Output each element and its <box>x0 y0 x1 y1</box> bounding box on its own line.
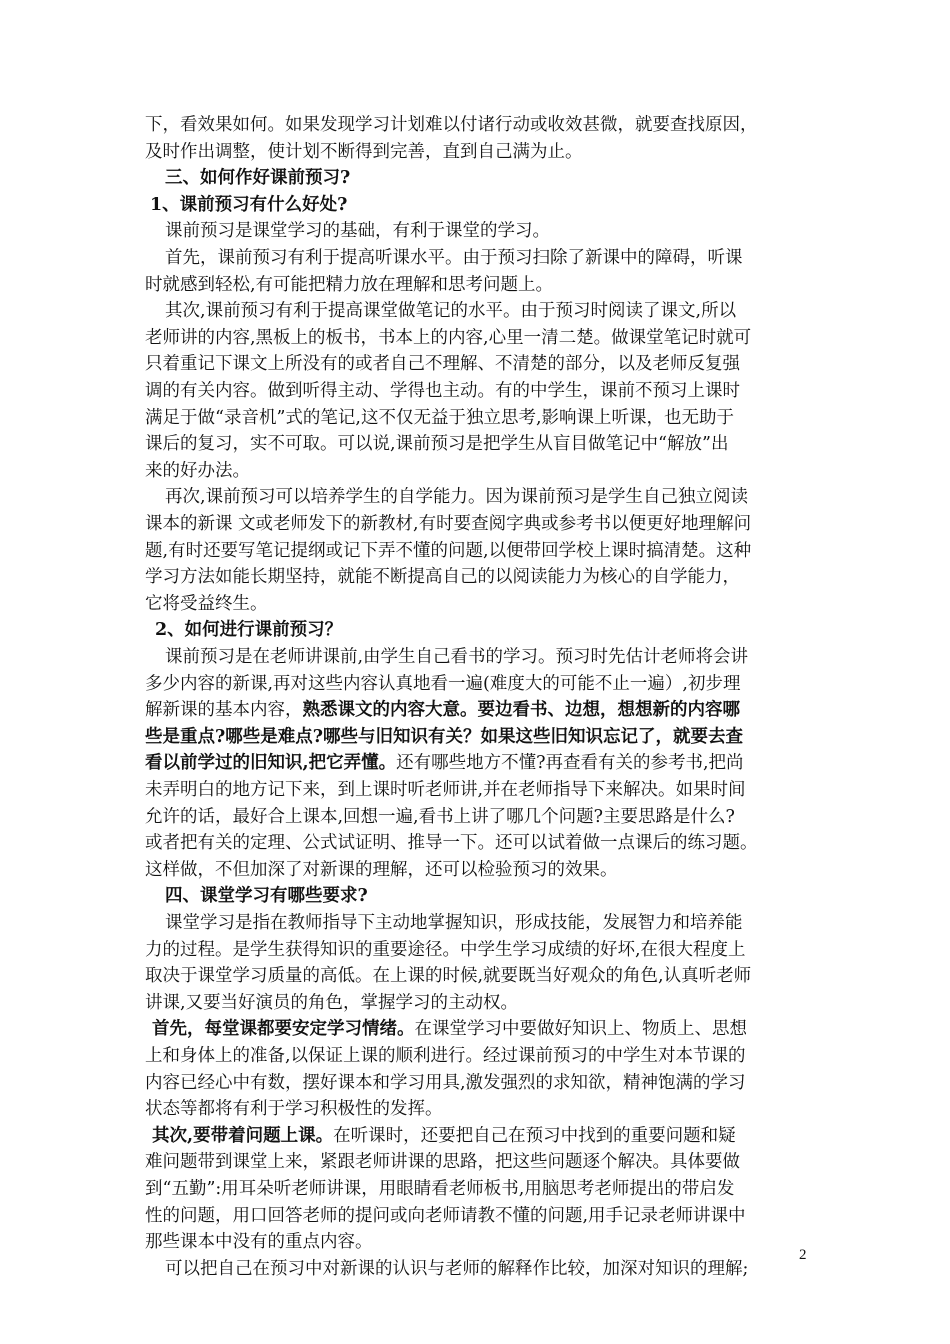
text-line <box>165 165 350 192</box>
text-line <box>145 857 618 884</box>
bold-text: 其次,要带着问题上课。 <box>152 1125 334 1146</box>
text-line <box>152 1123 736 1150</box>
text-line <box>165 484 748 511</box>
text-run: 未弄明白的地方记下来，到上课时听老师讲,并在老师指导下来解决。如果时间 <box>145 780 746 800</box>
text-line <box>145 431 728 458</box>
text-line <box>145 724 743 751</box>
text-line <box>145 511 751 538</box>
text-line <box>145 937 746 964</box>
bold-text: 首先，每堂课都要安定学习情绪。 <box>152 1019 415 1040</box>
text-line <box>145 351 740 378</box>
text-line <box>145 671 740 698</box>
text-run: 到“五勤”:用耳朵听老师讲课，用眼睛看老师板书,用脑思考老师提出的带启发 <box>145 1179 735 1199</box>
page-number: 2 <box>799 1247 807 1263</box>
text-line <box>145 1070 746 1097</box>
text-run: 其次,课前预习有利于提高课堂做笔记的水平。由于预习时阅读了课文,所以 <box>165 301 737 322</box>
text-line <box>152 1016 747 1043</box>
text-line <box>165 245 743 272</box>
text-line <box>145 564 740 591</box>
text-run: 多少内容的新课,再对这些内容认真地看一遍(难度大的可能不止一遍）,初步理 <box>145 673 741 694</box>
text-run: 课前预习是课堂学习的基础，有利于课堂的学习。 <box>165 221 550 242</box>
text-line <box>145 378 740 405</box>
text-run: 课前预习是在老师讲课前,由学生自己看书的学习。预习时先估计老师将会讲 <box>165 647 749 667</box>
text-line <box>145 750 744 777</box>
text-run: 来的好办法。 <box>145 460 250 481</box>
text-run: 可以把自己在预习中对新课的认识与老师的解释作比较，加深对知识的理解; <box>165 1258 749 1279</box>
text-line <box>145 1176 734 1203</box>
text-line <box>145 777 746 804</box>
text-run: 时就感到轻松,有可能把精力放在理解和思考问题上。 <box>145 274 554 295</box>
bold-text: 熟悉课文的内容大意。要边看书、边想，想想新的内容哪 <box>302 700 740 721</box>
bold-text: 些是重点?哪些是难点?哪些与旧知识有关？如果这些旧知识忘记了，就要去查 <box>145 726 744 747</box>
bold-text: 1、课前预习有什么好处? <box>150 194 348 215</box>
text-line <box>145 963 751 990</box>
text-run: 那些课本中没有的重点内容。 <box>145 1232 373 1253</box>
text-run: 课本的新课 文或老师发下的新教材,有时要查阅字典或参考书以便更好地理解问 <box>145 514 752 534</box>
text-line <box>165 1256 748 1283</box>
text-run: 在听课时，还要把自己在预习中找到的重要问题和疑 <box>333 1125 736 1146</box>
text-run: 讲课,又要当好演员的角色，掌握学习的主动权。 <box>145 992 519 1013</box>
bold-text: 四、课堂学习有哪些要求? <box>165 886 368 907</box>
text-run: 及时作出调整，使计划不断得到完善，直到自己满为止。 <box>145 141 583 162</box>
text-line <box>145 1043 746 1070</box>
text-line <box>145 990 518 1017</box>
text-run: 再次,课前预习可以培养学生的自学能力。因为课前预习是学生自己独立阅读 <box>165 487 749 508</box>
text-run: 满足于做“录音机”式的笔记,这不仅无益于独立思考,影响课上听课，也无助于 <box>145 407 735 428</box>
text-run: 或者把有关的定理、公式试证明、推导一下。还可以试着做一点课后的练习题。 <box>145 833 758 854</box>
text-run: 课后的复习，实不可取。可以说,课前预习是把学生从盲目做笔记中“解放”出 <box>145 434 729 455</box>
text-line <box>145 112 758 139</box>
text-line <box>145 1229 373 1256</box>
text-run: 上和身体上的准备,以保证上课的顺利进行。经过课前预习的中学生对本节课的 <box>145 1046 746 1066</box>
text-line <box>145 538 751 565</box>
text-line <box>145 804 735 831</box>
text-run: 学习方法如能长期坚持，就能不断提高自己的以阅读能力为核心的自学能力， <box>145 567 740 588</box>
text-run: 内容已经心中有数，摆好课本和学习用具,激发强烈的求知欲，精神饱满的学习 <box>145 1072 746 1093</box>
text-line <box>145 1203 746 1230</box>
text-line <box>165 910 743 937</box>
text-line <box>145 405 734 432</box>
text-run: 只着重记下课文上所没有的或者自己不理解、不清楚的部分，以及老师反复强 <box>145 354 740 375</box>
text-run: 调的有关内容。做到听得主动、学得也主动。有的中学生，课前不预习上课时 <box>145 381 740 401</box>
text-run: 力的过程。是学生获得知识的重要途径。中学生学习成绩的好坏,在很大程度上 <box>145 939 746 960</box>
text-run: 还有哪些地方不懂?再查看有关的参考书,把尚 <box>396 753 744 774</box>
text-line <box>145 325 751 352</box>
text-run: 取决于课堂学习质量的高低。在上课的时候,就要既当好观众的角色,认真听老师 <box>145 966 752 987</box>
text-line <box>145 697 740 724</box>
bold-text: 2、如何进行课前预习？ <box>155 620 343 641</box>
text-line <box>145 458 250 485</box>
text-run: 题,有时还要写笔记提纲或记下弄不懂的问题,以便带回学校上课时搞清楚。这种 <box>145 540 752 561</box>
text-line <box>145 1096 443 1123</box>
text-run: 状态等都将有利于学习积极性的发挥。 <box>145 1099 443 1120</box>
text-run: 下，看效果如何。如果发现学习计划难以付诸行动或收效甚微，就要查找原因， <box>145 115 758 135</box>
text-line <box>145 139 583 166</box>
text-run: 老师讲的内容,黑板上的板书，书本上的内容,心里一清二楚。做课堂笔记时就可 <box>145 327 752 348</box>
text-line <box>145 272 553 299</box>
text-run: 在课堂学习中要做好知识上、物质上、思想 <box>414 1019 747 1040</box>
text-line <box>155 617 342 644</box>
text-line <box>165 218 550 245</box>
text-line <box>145 591 268 618</box>
text-run: 允许的话，最好合上课本,回想一遍,看书上讲了哪几个问题?主要思路是什么? <box>145 806 735 827</box>
text-run: 这样做，不但加深了对新课的理解，还可以检验预习的效果。 <box>145 859 618 880</box>
text-run: 首先，课前预习有利于提高听课水平。由于预习扫除了新课中的障碍，听课 <box>165 248 743 268</box>
text-run: 难问题带到课堂上来，紧跟老师讲课的思路，把这些问题逐个解决。具体要做 <box>145 1152 740 1173</box>
bold-text: 看以前学过的旧知识,把它弄懂。 <box>145 753 397 774</box>
text-run: 解新课的基本内容， <box>145 700 303 721</box>
text-line <box>145 1149 740 1176</box>
text-line <box>165 883 368 910</box>
bold-text: 三、如何作好课前预习? <box>165 168 351 189</box>
text-line <box>150 192 347 219</box>
text-line <box>145 830 758 857</box>
text-line <box>165 644 748 671</box>
text-run: 课堂学习是指在教师指导下主动地掌握知识，形成技能，发展智力和培养能 <box>165 913 743 933</box>
text-run: 性的问题，用口回答老师的提问或向老师请教不懂的问题,用手记录老师讲课中 <box>145 1205 746 1226</box>
text-line <box>165 298 736 325</box>
text-run: 它将受益终生。 <box>145 593 268 614</box>
